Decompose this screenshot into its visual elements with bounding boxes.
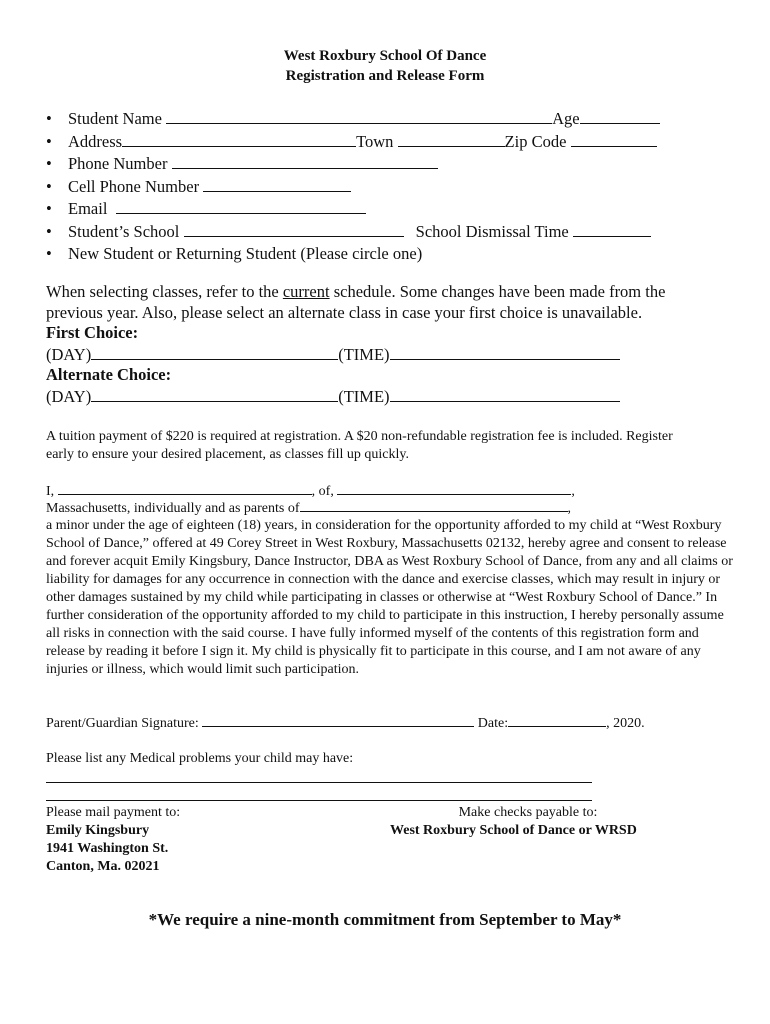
- student-name-field[interactable]: [166, 108, 552, 124]
- year-text: , 2020.: [606, 716, 645, 731]
- address-field[interactable]: [122, 131, 356, 147]
- first-choice-heading: First Choice:: [46, 323, 139, 342]
- form-subtitle: Registration and Release Form: [285, 68, 485, 84]
- signature-field[interactable]: [202, 714, 474, 727]
- mail-street: 1941 Washington St.: [46, 841, 169, 856]
- email-field[interactable]: [116, 198, 366, 214]
- dismissal-field[interactable]: [573, 221, 651, 237]
- release-comma: ,: [571, 484, 575, 499]
- list-item: [46, 131, 660, 154]
- medical-label: Please list any Medical problems your child may have:: [46, 751, 354, 766]
- date-label: Date:: [477, 716, 509, 731]
- intro-current: current: [282, 282, 330, 301]
- first-choice-row: [46, 344, 620, 366]
- cell-field[interactable]: [203, 176, 351, 192]
- release-mass: Massachusetts, individually and as parents of: [46, 501, 300, 516]
- release-comma: ,: [567, 501, 572, 516]
- release-i: I,: [46, 484, 55, 499]
- medical-line-1[interactable]: [46, 782, 592, 783]
- alt-time-field[interactable]: [390, 386, 620, 402]
- list-item: [46, 108, 660, 131]
- phone-field[interactable]: [172, 153, 438, 169]
- mail-label: Please mail payment to:: [46, 805, 181, 820]
- day-label: (DAY): [46, 387, 92, 406]
- town-label: Town: [356, 131, 394, 151]
- list-item: [46, 198, 660, 221]
- tuition-line1: A tuition payment of $220 is required at registration. A $20 non-refundable registration fee is included. Register: [46, 429, 673, 444]
- class-intro-line2: previous year. Also, please select an alternate class in case your first choice is unavailable.: [46, 303, 643, 322]
- time-label: (TIME): [338, 345, 390, 364]
- email-label: Email: [68, 199, 108, 218]
- alternate-choice-heading: Alternate Choice:: [46, 365, 172, 384]
- date-field[interactable]: [508, 714, 606, 727]
- intro-text: schedule. Some changes have been made from the: [329, 282, 666, 301]
- intro-text: When selecting classes, refer to the: [46, 282, 283, 301]
- town-of-field[interactable]: [337, 482, 571, 495]
- first-day-field[interactable]: [91, 344, 338, 360]
- child-name-field[interactable]: [300, 499, 568, 512]
- mail-city: Canton, Ma. 02021: [46, 859, 160, 874]
- time-label: (TIME): [338, 387, 390, 406]
- tuition-line2: early to ensure your desired placement, as classes fill up quickly.: [46, 447, 409, 462]
- alternate-choice-row: [46, 386, 620, 408]
- alt-day-field[interactable]: [91, 386, 338, 402]
- phone-label: Phone Number: [68, 154, 168, 173]
- school-label: Student’s School: [68, 221, 180, 241]
- checks-payee: West Roxbury School of Dance or WRSD: [390, 823, 637, 838]
- age-label: Age: [552, 109, 580, 128]
- day-label: (DAY): [46, 345, 92, 364]
- release-body: a minor under the age of eighteen (18) years, in consideration for the opportunity afforded to my child at “West Roxbury School of Dance,” offered at 49 Corey Street in West Roxbury, Massachusetts 02132, hereby agree and consent to release and forever acquit Emily Kingsbury, Dance Instructor, DBA as West Roxbury School of Dance, from any and all claims or liability for damages for any occurrence in connection with the dance and exercise classes, which may result in injury or other damages sustained by my child while participating in classes or otherwise at “West Roxbury School of Dance.” In further consideration of the opportunity afforded to my child to participate in this instruction, I hereby personally assume all risks in connection with the said course. I have fully informed myself of the contents of this registration form and release by reading it before I sign it. My child is physically fit to participate in this course, and I am not aware of any injuries or illness, which would limit such participation.: [46, 518, 733, 677]
- zip-label: Zip Code: [504, 131, 567, 151]
- signature-row: [46, 714, 645, 733]
- list-item: [46, 221, 660, 244]
- class-intro-line1: [46, 282, 665, 303]
- release-of: , of,: [311, 484, 334, 499]
- signature-label: Parent/Guardian Signature:: [46, 716, 199, 731]
- dismissal-label: School Dismissal Time: [415, 221, 569, 241]
- checks-label: Make checks payable to:: [458, 805, 598, 820]
- student-name-label: Student Name: [68, 109, 162, 128]
- mail-name: Emily Kingsbury: [46, 823, 150, 838]
- medical-line-2[interactable]: [46, 800, 592, 801]
- release-mass-line: [46, 499, 571, 518]
- student-info-list: [46, 108, 660, 266]
- zip-field[interactable]: [571, 131, 657, 147]
- address-label: Address: [68, 131, 123, 151]
- school-field[interactable]: [184, 221, 404, 237]
- new-returning-label: New Student or Returning Student (Please circle one): [68, 244, 423, 263]
- list-item: [46, 243, 660, 266]
- cell-label: Cell Phone Number: [68, 176, 200, 196]
- list-item: [46, 176, 660, 199]
- form-title: West Roxbury School Of Dance: [283, 48, 487, 64]
- age-field[interactable]: [580, 108, 660, 124]
- first-time-field[interactable]: [390, 344, 620, 360]
- list-item: [46, 153, 660, 176]
- town-field[interactable]: [398, 131, 505, 147]
- parent-name-field[interactable]: [58, 482, 312, 495]
- commitment-note: *We require a nine-month commitment from September to May*: [148, 910, 622, 929]
